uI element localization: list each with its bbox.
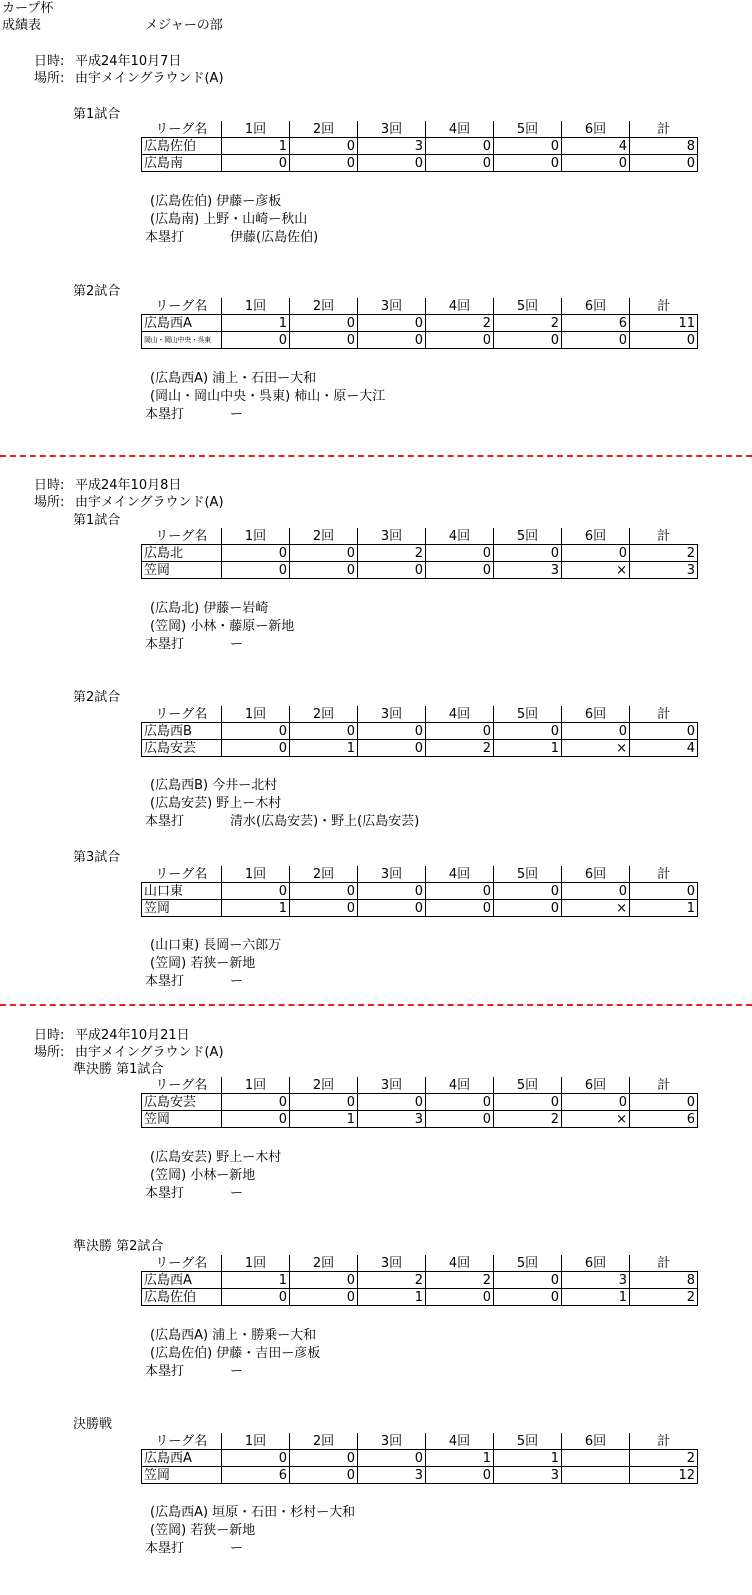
header-inning-5: 5回 (494, 706, 562, 723)
inning-score: 2 (426, 1272, 494, 1289)
homerun-value: ー (230, 1364, 244, 1379)
game-title: 第1試合 (73, 513, 121, 528)
inning-score: 0 (426, 562, 494, 579)
header-inning-2: 2回 (290, 1433, 358, 1450)
score-header-row (142, 1255, 698, 1272)
score-header-row (142, 1433, 698, 1450)
inning-score: 0 (494, 332, 562, 349)
inning-score: 6 (222, 1467, 290, 1484)
inning-score: 2 (494, 1111, 562, 1128)
header-inning-1: 1回 (222, 866, 290, 883)
team-name: 笠岡 (142, 1111, 222, 1128)
inning-score: × (562, 1111, 630, 1128)
inning-score: 0 (358, 900, 426, 917)
inning-score: × (562, 740, 630, 757)
table-row (142, 1094, 698, 1111)
homerun-label: 本塁打 (145, 1186, 185, 1201)
inning-score: 3 (358, 1111, 426, 1128)
battery-line: (笠岡) 若狭ー新地 (150, 956, 256, 971)
inning-score: 2 (426, 740, 494, 757)
inning-score: 0 (426, 138, 494, 155)
date-label: 日時: (34, 54, 65, 69)
homerun-label: 本塁打 (145, 814, 185, 829)
inning-score: 2 (358, 545, 426, 562)
total-score: 2 (630, 1289, 698, 1306)
header-league: リーグ名 (142, 528, 222, 545)
header-league: リーグ名 (142, 121, 222, 138)
inning-score (562, 1450, 630, 1467)
inning-score: 1 (290, 740, 358, 757)
date-value: 平成24年10月8日 (75, 478, 182, 493)
header-inning-2: 2回 (290, 121, 358, 138)
inning-score: 0 (562, 723, 630, 740)
team-name: 広島佐伯 (142, 138, 222, 155)
inning-score: × (562, 900, 630, 917)
score-header-row (142, 866, 698, 883)
homerun-value: 清水(広島安芸)・野上(広島安芸) (230, 814, 420, 829)
header-inning-4: 4回 (426, 706, 494, 723)
inning-score: 0 (494, 138, 562, 155)
header-inning-1: 1回 (222, 528, 290, 545)
inning-score: 0 (562, 332, 630, 349)
header-inning-3: 3回 (358, 866, 426, 883)
place-value: 由宇メイングラウンド(A) (75, 495, 224, 510)
table-row (142, 900, 698, 917)
inning-score: 0 (290, 545, 358, 562)
team-name: 広島北 (142, 545, 222, 562)
total-score: 0 (630, 883, 698, 900)
table-row (142, 1272, 698, 1289)
inning-score: 0 (426, 883, 494, 900)
header-inning-6: 6回 (562, 1077, 630, 1094)
table-row (142, 545, 698, 562)
team-name: 広島南 (142, 155, 222, 172)
header-inning-5: 5回 (494, 866, 562, 883)
header-league: リーグ名 (142, 1077, 222, 1094)
header-total: 計 (630, 1077, 698, 1094)
inning-score: 1 (426, 1450, 494, 1467)
inning-score: 0 (358, 1094, 426, 1111)
place-label: 場所: (34, 71, 65, 86)
header-league: リーグ名 (142, 706, 222, 723)
header-inning-6: 6回 (562, 866, 630, 883)
inning-score: 1 (222, 138, 290, 155)
inning-score: 0 (358, 562, 426, 579)
inning-score: 0 (494, 900, 562, 917)
score-header-row (142, 528, 698, 545)
team-name: 広島西A (142, 315, 222, 332)
game-title: 第2試合 (73, 284, 121, 299)
score-table (141, 706, 698, 757)
inning-score: 0 (222, 883, 290, 900)
table-row (142, 1467, 698, 1484)
inning-score: 1 (494, 740, 562, 757)
header-inning-2: 2回 (290, 706, 358, 723)
total-score: 0 (630, 1094, 698, 1111)
inning-score: 0 (290, 315, 358, 332)
homerun-label: 本塁打 (145, 407, 185, 422)
header-inning-1: 1回 (222, 1255, 290, 1272)
total-score: 2 (630, 1450, 698, 1467)
header-inning-2: 2回 (290, 1255, 358, 1272)
inning-score: 0 (494, 545, 562, 562)
score-header-row (142, 298, 698, 315)
header-inning-3: 3回 (358, 121, 426, 138)
table-row (142, 562, 698, 579)
inning-score: 0 (494, 1289, 562, 1306)
header-inning-4: 4回 (426, 1255, 494, 1272)
inning-score: 0 (290, 900, 358, 917)
score-table (141, 121, 698, 172)
battery-line: (広島西B) 今井ー北村 (150, 778, 278, 793)
inning-score: 0 (290, 883, 358, 900)
header-inning-3: 3回 (358, 298, 426, 315)
game-title: 第3試合 (73, 850, 121, 865)
date-value: 平成24年10月7日 (75, 54, 182, 69)
inning-score: 3 (358, 138, 426, 155)
inning-score: 1 (494, 1450, 562, 1467)
score-table (141, 528, 698, 579)
team-name: 笠岡 (142, 900, 222, 917)
homerun-value: ー (230, 407, 244, 422)
header-inning-2: 2回 (290, 1077, 358, 1094)
inning-score: 2 (494, 315, 562, 332)
cup-title: カープ杯 (2, 1, 54, 16)
header-total: 計 (630, 1255, 698, 1272)
header-inning-1: 1回 (222, 706, 290, 723)
header-inning-1: 1回 (222, 121, 290, 138)
header-inning-4: 4回 (426, 866, 494, 883)
team-name: 笠岡 (142, 562, 222, 579)
header-inning-6: 6回 (562, 1255, 630, 1272)
header-inning-5: 5回 (494, 1433, 562, 1450)
homerun-label: 本塁打 (145, 1364, 185, 1379)
battery-line: (広島佐伯) 伊藤・吉田ー彦板 (150, 1346, 321, 1361)
place-label: 場所: (34, 1045, 65, 1060)
score-table (141, 866, 698, 917)
inning-score: 0 (358, 883, 426, 900)
score-table (141, 1433, 698, 1484)
inning-score (562, 1467, 630, 1484)
game-title: 準決勝 第2試合 (73, 1239, 164, 1254)
inning-score: 0 (358, 723, 426, 740)
total-score: 1 (630, 900, 698, 917)
inning-score: 0 (426, 900, 494, 917)
inning-score: 1 (290, 1111, 358, 1128)
total-score: 11 (630, 315, 698, 332)
inning-score: 0 (494, 155, 562, 172)
inning-score: 0 (222, 723, 290, 740)
inning-score: 0 (222, 545, 290, 562)
inning-score: 0 (222, 1450, 290, 1467)
inning-score: 2 (358, 1272, 426, 1289)
homerun-value: ー (230, 1541, 244, 1556)
inning-score: 0 (426, 155, 494, 172)
score-header-row (142, 706, 698, 723)
inning-score: 0 (562, 155, 630, 172)
header-inning-4: 4回 (426, 528, 494, 545)
inning-score: 0 (562, 545, 630, 562)
inning-score: 0 (222, 1289, 290, 1306)
inning-score: 0 (494, 883, 562, 900)
header-inning-5: 5回 (494, 121, 562, 138)
inning-score: 0 (494, 1094, 562, 1111)
place-value: 由宇メイングラウンド(A) (75, 1045, 224, 1060)
game-title: 第2試合 (73, 690, 121, 705)
inning-score: 0 (426, 1467, 494, 1484)
homerun-label: 本塁打 (145, 230, 185, 245)
header-inning-6: 6回 (562, 706, 630, 723)
total-score: 0 (630, 332, 698, 349)
inning-score: 1 (358, 1289, 426, 1306)
inning-score: 0 (426, 1289, 494, 1306)
header-total: 計 (630, 528, 698, 545)
inning-score: 1 (222, 315, 290, 332)
inning-score: 0 (426, 332, 494, 349)
inning-score: 4 (562, 138, 630, 155)
inning-score: 0 (358, 332, 426, 349)
inning-score: 0 (494, 1272, 562, 1289)
inning-score: 1 (222, 900, 290, 917)
team-name: 岡山・岡山中央・呉東 (142, 332, 222, 349)
inning-score: 0 (222, 740, 290, 757)
inning-score: 0 (358, 1450, 426, 1467)
inning-score: 0 (426, 723, 494, 740)
table-row (142, 155, 698, 172)
total-score: 6 (630, 1111, 698, 1128)
header-inning-6: 6回 (562, 121, 630, 138)
place-label: 場所: (34, 495, 65, 510)
header-inning-3: 3回 (358, 1077, 426, 1094)
inning-score: 3 (494, 562, 562, 579)
battery-line: (広島安芸) 野上ー木村 (150, 1150, 282, 1165)
table-row (142, 138, 698, 155)
header-total: 計 (630, 706, 698, 723)
inning-score: 0 (562, 883, 630, 900)
team-name: 広島安芸 (142, 740, 222, 757)
header-inning-1: 1回 (222, 1077, 290, 1094)
table-row (142, 883, 698, 900)
inning-score: 0 (290, 332, 358, 349)
score-table (141, 1255, 698, 1306)
inning-score: 0 (494, 723, 562, 740)
game-title: 準決勝 第1試合 (73, 1062, 164, 1077)
battery-line: (広島安芸) 野上ー木村 (150, 796, 282, 811)
inning-score: 0 (290, 723, 358, 740)
inning-score: 0 (222, 562, 290, 579)
header-league: リーグ名 (142, 866, 222, 883)
score-header-row (142, 1077, 698, 1094)
inning-score: 0 (290, 138, 358, 155)
battery-line: (広島西A) 垣原・石田・杉村ー大和 (150, 1505, 356, 1520)
header-inning-2: 2回 (290, 528, 358, 545)
inning-score: 0 (222, 1094, 290, 1111)
score-header-row (142, 121, 698, 138)
total-score: 4 (630, 740, 698, 757)
header-inning-4: 4回 (426, 1077, 494, 1094)
inning-score: 0 (290, 562, 358, 579)
battery-line: (広島北) 伊藤ー岩崎 (150, 601, 269, 616)
header-league: リーグ名 (142, 1433, 222, 1450)
homerun-value: ー (230, 1186, 244, 1201)
battery-line: (岡山・岡山中央・呉東) 柿山・原ー大江 (150, 389, 386, 404)
team-name: 広島西A (142, 1272, 222, 1289)
inning-score: 0 (290, 155, 358, 172)
date-label: 日時: (34, 1028, 65, 1043)
header-inning-3: 3回 (358, 1255, 426, 1272)
table-row (142, 332, 698, 349)
inning-score: 3 (562, 1272, 630, 1289)
header-inning-1: 1回 (222, 1433, 290, 1450)
team-name: 山口東 (142, 883, 222, 900)
homerun-label: 本塁打 (145, 974, 185, 989)
section-divider (0, 455, 752, 457)
battery-line: (広島西A) 浦上・勝乗ー大和 (150, 1328, 317, 1343)
inning-score: 0 (562, 1094, 630, 1111)
inning-score: 0 (222, 155, 290, 172)
header-inning-5: 5回 (494, 1255, 562, 1272)
inning-score: 0 (426, 1111, 494, 1128)
inning-score: 1 (562, 1289, 630, 1306)
homerun-label: 本塁打 (145, 1541, 185, 1556)
inning-score: 3 (494, 1467, 562, 1484)
battery-line: (山口東) 長岡ー六郎万 (150, 938, 282, 953)
inning-score: 6 (562, 315, 630, 332)
homerun-value: 伊藤(広島佐伯) (230, 230, 319, 245)
header-inning-5: 5回 (494, 1077, 562, 1094)
total-score: 3 (630, 562, 698, 579)
table-row (142, 1450, 698, 1467)
inning-score: 1 (222, 1272, 290, 1289)
header-inning-4: 4回 (426, 1433, 494, 1450)
inning-score: 0 (426, 545, 494, 562)
header-total: 計 (630, 866, 698, 883)
game-title: 第1試合 (73, 107, 121, 122)
header-inning-6: 6回 (562, 1433, 630, 1450)
inning-score: 0 (222, 332, 290, 349)
inning-score: 0 (290, 1450, 358, 1467)
table-row (142, 740, 698, 757)
battery-line: (広島佐伯) 伊藤ー彦板 (150, 194, 282, 209)
header-inning-6: 6回 (562, 528, 630, 545)
table-row (142, 723, 698, 740)
header-league: リーグ名 (142, 1255, 222, 1272)
inning-score: 0 (358, 315, 426, 332)
section-divider (0, 1004, 752, 1006)
total-score: 0 (630, 723, 698, 740)
battery-line: (広島西A) 浦上・石田ー大和 (150, 371, 317, 386)
homerun-label: 本塁打 (145, 637, 185, 652)
header-inning-5: 5回 (494, 298, 562, 315)
header-inning-2: 2回 (290, 298, 358, 315)
inning-score: 0 (290, 1467, 358, 1484)
team-name: 広島安芸 (142, 1094, 222, 1111)
place-value: 由宇メイングラウンド(A) (75, 71, 224, 86)
header-total: 計 (630, 298, 698, 315)
date-value: 平成24年10月21日 (75, 1028, 190, 1043)
inning-score: 0 (290, 1272, 358, 1289)
battery-line: (笠岡) 小林・藤原ー新地 (150, 619, 295, 634)
team-name: 広島西A (142, 1450, 222, 1467)
team-name: 笠岡 (142, 1467, 222, 1484)
header-inning-3: 3回 (358, 528, 426, 545)
header-inning-1: 1回 (222, 298, 290, 315)
homerun-value: ー (230, 974, 244, 989)
header-inning-4: 4回 (426, 298, 494, 315)
inning-score: 0 (358, 740, 426, 757)
division-label: メジャーの部 (145, 18, 223, 33)
header-total: 計 (630, 121, 698, 138)
table-row (142, 315, 698, 332)
game-title: 決勝戦 (73, 1417, 113, 1432)
header-inning-4: 4回 (426, 121, 494, 138)
battery-line: (広島南) 上野・山崎ー秋山 (150, 212, 308, 227)
inning-score: 0 (290, 1094, 358, 1111)
header-league: リーグ名 (142, 298, 222, 315)
document-title: 成績表 (2, 18, 42, 33)
total-score: 8 (630, 1272, 698, 1289)
inning-score: 0 (426, 1094, 494, 1111)
inning-score: 3 (358, 1467, 426, 1484)
header-inning-2: 2回 (290, 866, 358, 883)
date-label: 日時: (34, 478, 65, 493)
header-inning-3: 3回 (358, 1433, 426, 1450)
team-name: 広島佐伯 (142, 1289, 222, 1306)
inning-score: 0 (290, 1289, 358, 1306)
total-score: 12 (630, 1467, 698, 1484)
inning-score: 0 (222, 1111, 290, 1128)
homerun-value: ー (230, 637, 244, 652)
score-table (141, 298, 698, 349)
battery-line: (笠岡) 小林ー新地 (150, 1168, 256, 1183)
header-inning-5: 5回 (494, 528, 562, 545)
header-inning-3: 3回 (358, 706, 426, 723)
inning-score: 2 (426, 315, 494, 332)
total-score: 0 (630, 155, 698, 172)
table-row (142, 1289, 698, 1306)
header-total: 計 (630, 1433, 698, 1450)
team-name: 広島西B (142, 723, 222, 740)
score-table (141, 1077, 698, 1128)
table-row (142, 1111, 698, 1128)
battery-line: (笠岡) 若狭ー新地 (150, 1523, 256, 1538)
inning-score: 0 (358, 155, 426, 172)
header-inning-6: 6回 (562, 298, 630, 315)
inning-score: × (562, 562, 630, 579)
total-score: 8 (630, 138, 698, 155)
total-score: 2 (630, 545, 698, 562)
